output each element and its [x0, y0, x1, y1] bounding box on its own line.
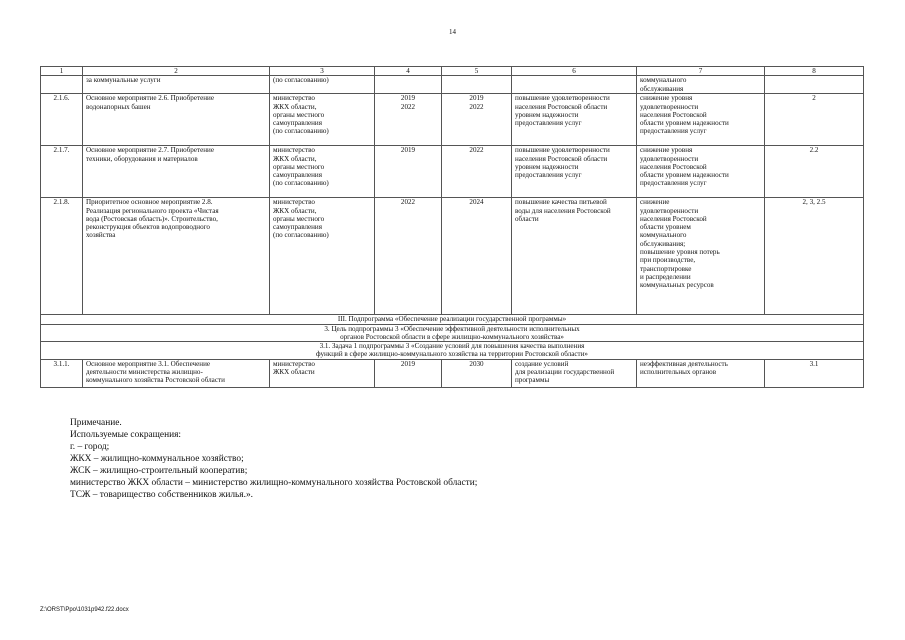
page-number: 14	[449, 28, 456, 36]
table-header-row	[41, 67, 864, 76]
note-line: г. – город;	[70, 442, 110, 452]
column-number: 5	[442, 67, 512, 76]
section-row	[41, 315, 864, 324]
row-number: 3.1.1.	[41, 359, 83, 387]
executor: министерство ЖКХ области, органы местного самоуправления (по согласованию)	[270, 94, 375, 146]
indicator-link: 2, 3, 2.5	[765, 198, 864, 315]
start-year: 2019 2022	[375, 94, 442, 146]
executor: министерство ЖКХ области	[270, 359, 375, 387]
task-heading: 3.1. Задача 1 подпрограммы 3 «Создание условий для повышения качества выполнения функций в сфере жилищно-коммунального хозяйства на территории Ростовской области»	[41, 342, 864, 360]
end-year: 2022	[442, 146, 512, 198]
row-number: 2.1.8.	[41, 198, 83, 315]
subprogram-heading: III. Подпрограмма «Обеспечение реализации государственной программы»	[41, 315, 864, 324]
indicator-link: 3.1	[765, 359, 864, 387]
start-year: 2019	[375, 146, 442, 198]
note-title: Примечание.	[70, 418, 122, 428]
table-row	[41, 94, 864, 146]
column-number: 4	[375, 67, 442, 76]
end-year: 2030	[442, 359, 512, 387]
note-line: ЖСК – жилищно-строительный кооператив;	[70, 466, 248, 476]
goal-heading: 3. Цель подпрограммы 3 «Обеспечение эффективной деятельности исполнительных органов Ростовской области в сфере жилищно-коммунального хозяйства»	[41, 324, 864, 342]
section-row	[41, 324, 864, 342]
measure-name: Основное мероприятие 2.6. Приобретение водонапорных башен	[83, 94, 270, 146]
note-line: министерство ЖКХ области – министерство жилищно-коммунального хозяйства Ростовской области;	[70, 478, 478, 488]
indicator-link: 2.2	[765, 146, 864, 198]
expected-result: повышение качества питьевой воды для населения Ростовской области	[512, 198, 637, 315]
executor: министерство ЖКХ области, органы местного самоуправления (по согласованию)	[270, 198, 375, 315]
note-line: ТСЖ – товарищество собственников жилья.».	[70, 490, 253, 500]
measure-name: Основное мероприятие 3.1. Обеспечение деятельности министерства жилищно- коммунального хозяйства Ростовской области	[83, 359, 270, 387]
notes-block	[70, 417, 477, 501]
table-row	[41, 359, 864, 387]
column-number: 8	[765, 67, 864, 76]
executor: министерство ЖКХ области, органы местного самоуправления (по согласованию)	[270, 146, 375, 198]
indicator-link: 2	[765, 94, 864, 146]
measures-table	[40, 66, 864, 388]
table-row	[41, 76, 864, 94]
consequence: снижение уровня удовлетворенности населения Ростовской области уровнем надежности предоставления услуг	[637, 94, 765, 146]
consequence: снижение удовлетворенности населения Ростовской области уровнем коммунального обслуживания; повышение уровня потерь при производстве, транспортировке и распределении коммунальных ресурсов	[637, 198, 765, 315]
consequence: снижение уровня удовлетворенности населения Ростовской области уровнем надежности предоставления услуг	[637, 146, 765, 198]
table-row	[41, 198, 864, 315]
column-number: 2	[83, 67, 270, 76]
column-number: 6	[512, 67, 637, 76]
executor: (по согласованию)	[270, 76, 375, 94]
start-year: 2019	[375, 359, 442, 387]
table-row	[41, 146, 864, 198]
expected-result: повышение удовлетворенности населения Ростовской области уровнем надежности предоставления услуг	[512, 146, 637, 198]
column-number: 7	[637, 67, 765, 76]
column-number: 3	[270, 67, 375, 76]
measure-name: Основное мероприятие 2.7. Приобретение техники, оборудования и материалов	[83, 146, 270, 198]
end-year: 2019 2022	[442, 94, 512, 146]
consequence: неэффективная деятельность исполнительных органов	[637, 359, 765, 387]
column-number: 1	[41, 67, 83, 76]
row-number: 2.1.7.	[41, 146, 83, 198]
measure-name: Приоритетное основное мероприятие 2.8. Реализация регионального проекта «Чистая вода (Ростовская область)». Строительство, реконструкция объектов водопроводного хозяйства	[83, 198, 270, 315]
row-number: 2.1.6.	[41, 94, 83, 146]
expected-result: повышение удовлетворенности населения Ростовской области уровнем надежности предоставления услуг	[512, 94, 637, 146]
end-year: 2024	[442, 198, 512, 315]
expected-result: создание условий для реализации государственной программы	[512, 359, 637, 387]
section-row	[41, 342, 864, 360]
measure-name: за коммунальные услуги	[83, 76, 270, 94]
note-line: Используемые сокращения:	[70, 430, 182, 440]
consequence: коммунального обслуживания	[637, 76, 765, 94]
start-year: 2022	[375, 198, 442, 315]
file-path-footer: Z:\ORST\Ppo\1031p942.f22.docx	[40, 607, 129, 613]
note-line: ЖКХ – жилищно-коммунальное хозяйство;	[70, 454, 244, 464]
